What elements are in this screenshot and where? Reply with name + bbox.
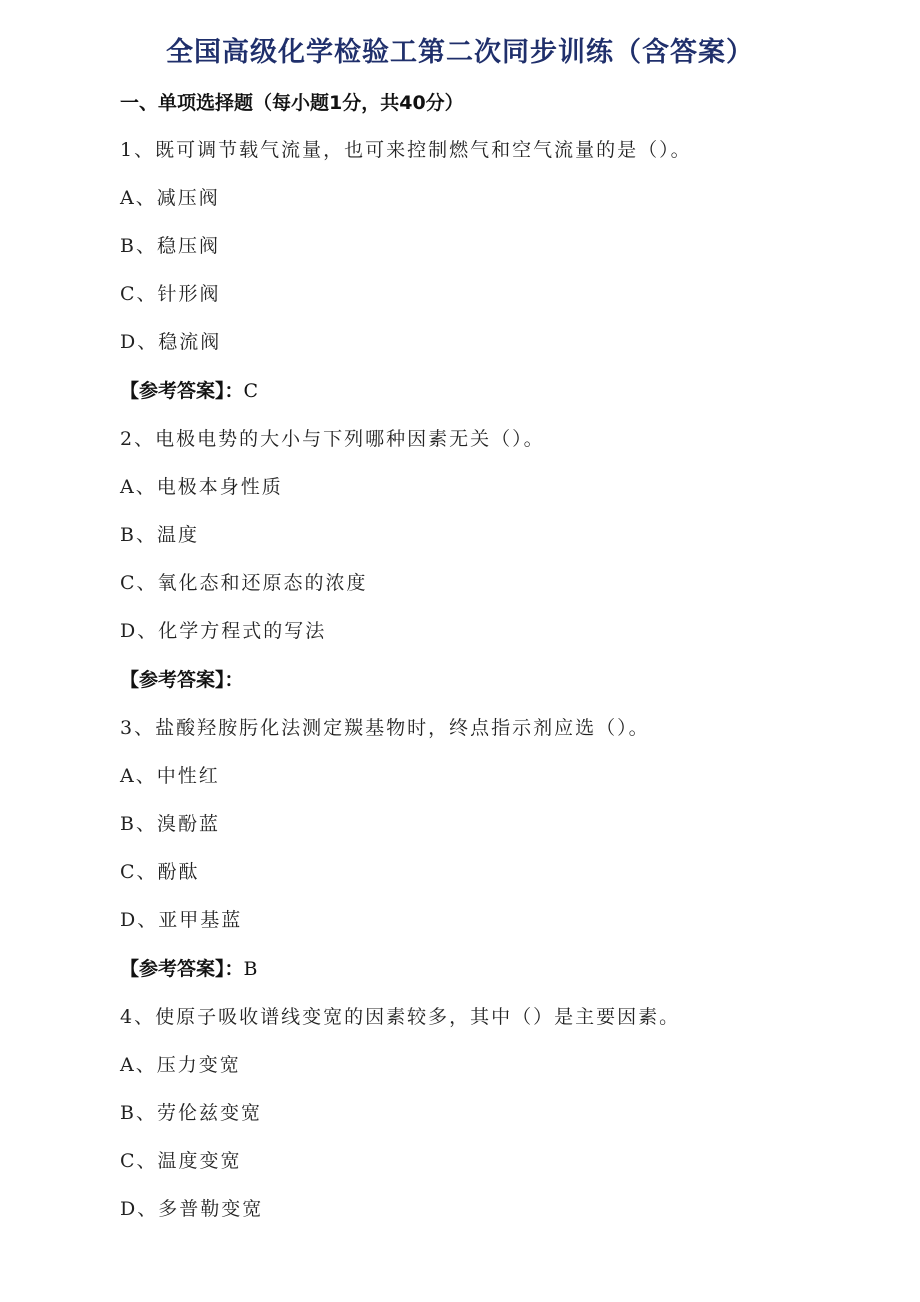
question-stem: 3、盐酸羟胺肟化法测定羰基物时，终点指示剂应选（）。 xyxy=(120,717,650,739)
question-stem: 4、使原子吸收谱线变宽的因素较多，其中（）是主要因素。 xyxy=(120,1006,681,1028)
option-a: A、压力变宽 xyxy=(120,1054,241,1076)
answer-label: 【参考答案】： xyxy=(120,958,244,980)
option-d: D、稳流阀 xyxy=(120,331,222,353)
section-heading: 一、单项选择题（每小题1分，共40分） xyxy=(120,92,464,114)
option-b: B、溴酚蓝 xyxy=(120,813,220,835)
option-c: C、氧化态和还原态的浓度 xyxy=(120,572,368,594)
option-c: C、针形阀 xyxy=(120,283,221,305)
answer-value: C xyxy=(243,380,259,402)
answer-line xyxy=(120,668,244,692)
answer-line xyxy=(120,379,258,403)
option-c: C、温度变宽 xyxy=(120,1150,242,1172)
answer-value: B xyxy=(243,958,258,980)
option-d: D、亚甲基蓝 xyxy=(120,909,243,931)
option-b: B、劳伦兹变宽 xyxy=(120,1102,262,1124)
answer-label: 【参考答案】： xyxy=(120,380,244,402)
answer-line xyxy=(120,957,257,981)
option-b: B、稳压阀 xyxy=(120,235,220,257)
question-stem: 1、既可调节载气流量，也可来控制燃气和空气流量的是（）。 xyxy=(120,139,692,161)
option-d: D、化学方程式的写法 xyxy=(120,620,327,642)
option-a: A、中性红 xyxy=(120,765,220,787)
option-a: A、电极本身性质 xyxy=(120,476,283,498)
option-a: A、减压阀 xyxy=(120,187,220,209)
answer-label: 【参考答案】： xyxy=(120,669,244,691)
document-title: 全国高级化学检验工第二次同步训练（含答案） xyxy=(166,37,754,68)
option-b: B、温度 xyxy=(120,524,199,546)
question-stem: 2、电极电势的大小与下列哪种因素无关（）。 xyxy=(120,428,545,450)
option-c: C、酚酞 xyxy=(120,861,200,883)
option-d: D、多普勒变宽 xyxy=(120,1198,264,1220)
